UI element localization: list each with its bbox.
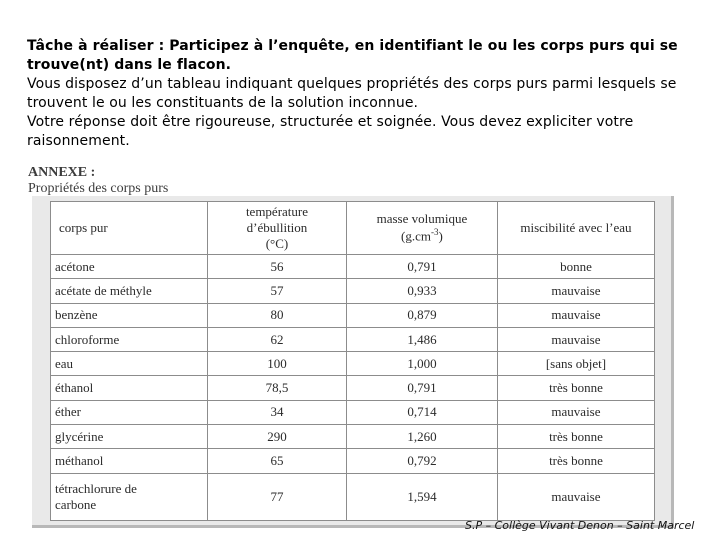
cell-temperature: 56 xyxy=(208,255,347,279)
cell-miscibilite: très bonne xyxy=(497,376,654,400)
cell-temperature: 100 xyxy=(208,352,347,376)
cell-miscibilite: bonne xyxy=(497,255,654,279)
cell-masse: 1,260 xyxy=(346,425,497,449)
cell-masse: 0,791 xyxy=(346,376,497,400)
properties-table-container xyxy=(32,196,674,528)
cell-temperature: 290 xyxy=(208,425,347,449)
cell-masse: 0,933 xyxy=(346,279,497,303)
table-row xyxy=(51,303,655,327)
table-row xyxy=(51,255,655,279)
cell-miscibilite: mauvaise xyxy=(497,473,654,520)
cell-temperature: 57 xyxy=(208,279,347,303)
header-temperature-line1: température xyxy=(245,204,309,219)
cell-miscibilite: très bonne xyxy=(497,425,654,449)
properties-table xyxy=(50,201,655,521)
cell-corps: glycérine xyxy=(51,425,208,449)
footer-credit: S.P – Collège Vivant Denon – Saint Marcel xyxy=(465,519,695,532)
table-row xyxy=(51,400,655,424)
task-statement: Tâche à réaliser : Participez à l’enquête, en identifiant le ou les corps purs qui se trouve(nt) dans le flacon. xyxy=(27,38,678,73)
header-masse-volumique xyxy=(346,202,497,255)
cell-corps: acétate de méthyle xyxy=(51,279,208,303)
table-row xyxy=(51,352,655,376)
cell-masse: 1,594 xyxy=(346,473,497,520)
header-masse-unit: (g.cm xyxy=(401,228,431,244)
header-masse-line2 xyxy=(351,227,493,244)
cell-corps-line1: tétrachlorure de xyxy=(55,480,137,496)
cell-miscibilite: [sans objet] xyxy=(497,352,654,376)
cell-corps: méthanol xyxy=(51,449,208,473)
cell-temperature: 80 xyxy=(208,303,347,327)
cell-corps: benzène xyxy=(51,303,208,327)
table-header-row xyxy=(51,202,655,255)
cell-temperature: 62 xyxy=(208,327,347,351)
cell-masse: 1,000 xyxy=(346,352,497,376)
cell-corps: eau xyxy=(51,352,208,376)
instructions-paragraph-3: Votre réponse doit être rigoureuse, structurée et soignée. Vous devez expliciter votre raisonnement. xyxy=(27,114,634,149)
cell-corps xyxy=(51,473,208,520)
cell-temperature: 65 xyxy=(208,449,347,473)
cell-masse: 0,714 xyxy=(346,400,497,424)
cell-masse: 0,879 xyxy=(346,303,497,327)
annex-subtitle: Propriétés des corps purs xyxy=(28,181,169,196)
header-temperature-line3: (°C) xyxy=(265,236,289,251)
table-row xyxy=(51,473,655,520)
cell-corps: éther xyxy=(51,400,208,424)
cell-miscibilite: mauvaise xyxy=(497,400,654,424)
cell-temperature: 77 xyxy=(208,473,347,520)
table-row xyxy=(51,425,655,449)
cell-corps-line2: carbone xyxy=(55,496,97,512)
cell-miscibilite: mauvaise xyxy=(497,303,654,327)
cell-corps: éthanol xyxy=(51,376,208,400)
cell-corps: chloroforme xyxy=(51,327,208,351)
table-row xyxy=(51,449,655,473)
header-temperature-line2: d’ébullition xyxy=(246,220,308,235)
instructions-paragraph-2: Vous disposez d’un tableau indiquant quelques propriétés des corps purs parmi lesquels se trouvent le ou les constituants de la solution inconnue. xyxy=(27,76,677,111)
header-temperature xyxy=(208,202,347,255)
cell-masse: 0,792 xyxy=(346,449,497,473)
cell-corps: acétone xyxy=(51,255,208,279)
table-row xyxy=(51,279,655,303)
header-masse-line1: masse volumique xyxy=(376,211,468,227)
cell-miscibilite: mauvaise xyxy=(497,327,654,351)
header-miscibilite: miscibilité avec l’eau xyxy=(497,202,654,255)
cell-masse: 1,486 xyxy=(346,327,497,351)
header-masse-close: ) xyxy=(438,228,443,244)
instructions-text xyxy=(27,37,699,151)
cell-temperature: 34 xyxy=(208,400,347,424)
cell-miscibilite: très bonne xyxy=(497,449,654,473)
annex-title: ANNEXE : xyxy=(28,165,96,180)
cell-temperature: 78,5 xyxy=(208,376,347,400)
table-row xyxy=(51,327,655,351)
table-row xyxy=(51,376,655,400)
cell-masse: 0,791 xyxy=(346,255,497,279)
header-corps-pur: corps pur xyxy=(51,202,208,255)
header-masse-exponent: -3 xyxy=(431,227,439,238)
cell-miscibilite: mauvaise xyxy=(497,279,654,303)
